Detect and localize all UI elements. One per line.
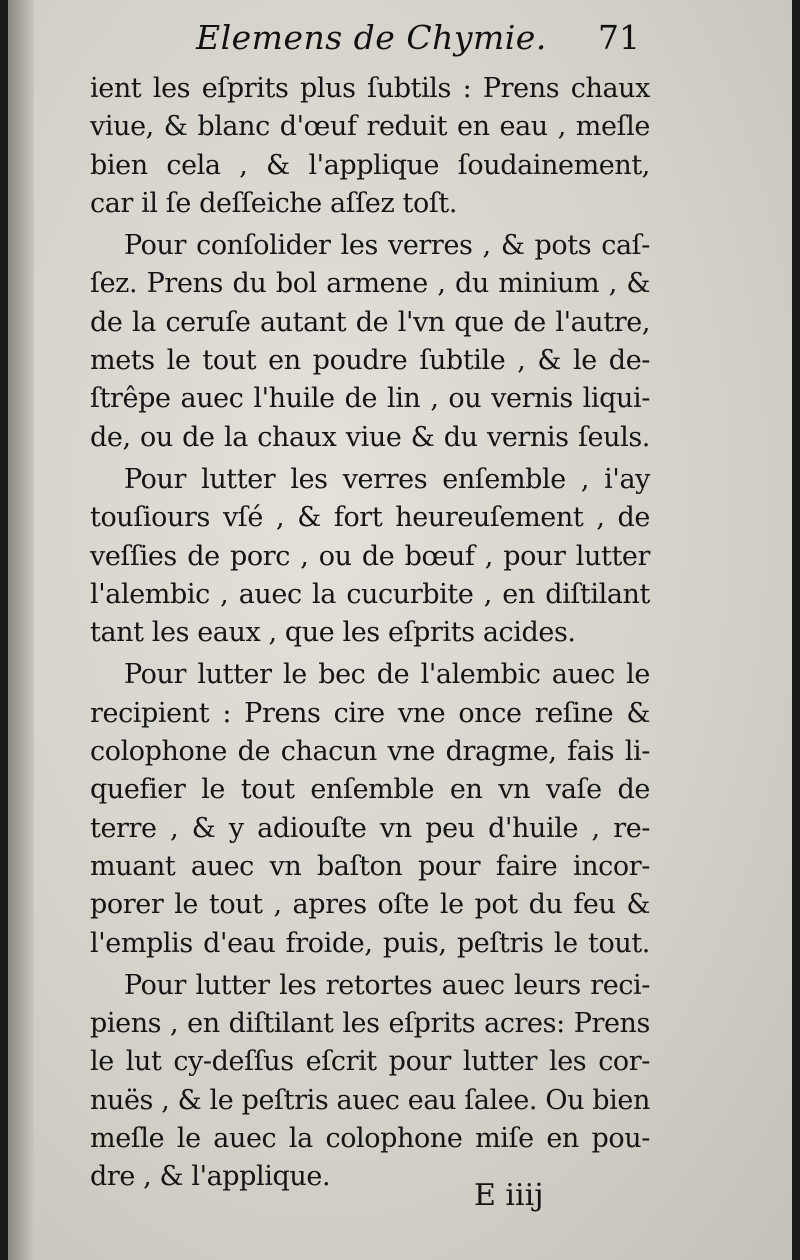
text-line: Pour lutter les retortes auec leurs reci- [124, 969, 650, 1001]
text-line: terre , & y adiouſte vn peu d'huile , re- [90, 812, 650, 844]
page-gutter-shadow [8, 0, 34, 1260]
text-line: dre , & l'applique. [90, 1161, 331, 1193]
text-line: quefier le tout enſemble en vn vaſe de [90, 774, 650, 806]
text-line: touſiours vſé , & fort heureuſement , de [90, 502, 650, 534]
text-line: veſſies de porc , ou de bœuf , pour lutter [90, 540, 650, 572]
text-line: colophone de chacun vne dragme, fais li- [90, 736, 650, 768]
text-line: muant auec vn baſton pour faire incor- [90, 850, 650, 882]
book-page [8, 0, 792, 1260]
text-line: Pour lutter le bec de l'alembic auec le [124, 659, 650, 691]
text-line: ient les eſprits plus ſubtils : Prens chaux [90, 73, 650, 104]
text-line: piens , en diſtilant les eſprits acres: Prens [90, 1008, 650, 1040]
text-line: l'alembic , auec la cucurbite , en diſtilant [90, 578, 650, 610]
signature-mark: E iiij [474, 1178, 544, 1213]
text-line: Pour lutter les verres enſemble , i'ay [124, 463, 650, 495]
text-line: car il ſe deſſeiche aſſez toſt. [90, 187, 458, 219]
text-line: mets le tout en poudre ſubtile , & le de- [90, 345, 650, 377]
text-line: tant les eaux , que les eſprits acides. [90, 617, 576, 649]
text-line: recipient : Prens cire vne once reſine & [90, 697, 650, 729]
page-header [8, 18, 792, 68]
body-text [90, 70, 650, 1197]
text-line: de la ceruſe autant de l'vn que de l'autre, [90, 306, 650, 338]
text-line: ſtrêpe auec l'huile de lin , ou vernis liqui- [90, 383, 650, 415]
page-number: 71 [598, 18, 640, 57]
text-line: ſez. Prens du bol armene , du minium , & [90, 268, 650, 300]
text-line: meſle le auec la colophone miſe en pou- [90, 1123, 650, 1155]
text-line: le lut cy-deſſus eſcrit pour lutter les cor- [90, 1046, 650, 1078]
text-line: viue, & blanc d'œuf reduit en eau , meſle [90, 111, 650, 143]
text-line: de, ou de la chaux viue & du vernis ſeuls. [90, 421, 650, 453]
text-line: bien cela , & l'applique ſoudainement, [90, 149, 650, 181]
text-line: nuës , & le peſtris auec eau ſalee. Ou bien [90, 1084, 650, 1116]
text-line: Pour conſolider les verres , & pots caſ- [124, 230, 650, 262]
text-line: l'emplis d'eau froide, puis, peſtris le tout. [90, 927, 650, 959]
text-line: porer le tout , apres oſte le pot du feu & [90, 889, 650, 921]
running-head: Elemens de Chymie. [196, 18, 547, 57]
